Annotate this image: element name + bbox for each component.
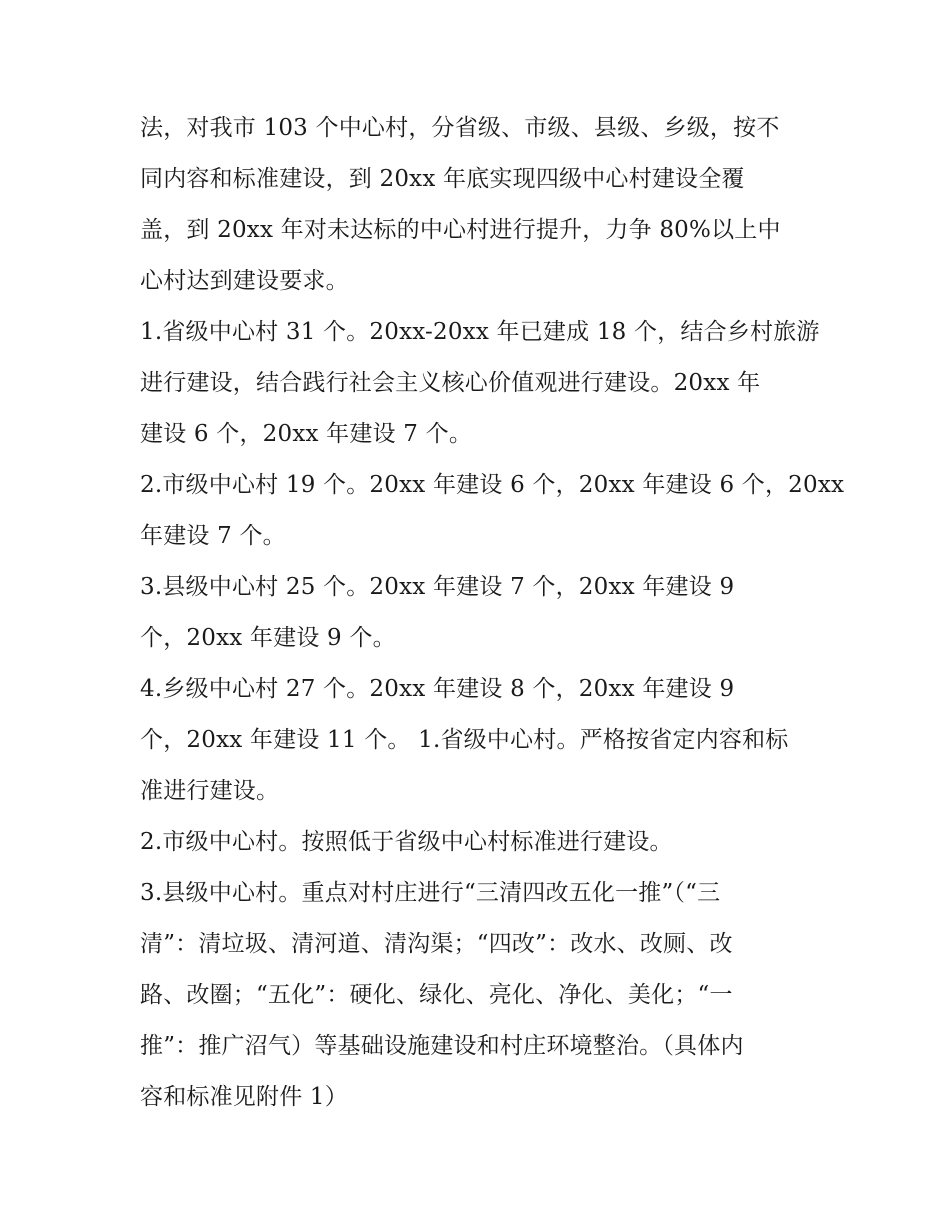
- text-line: 准进行建设。: [140, 778, 280, 804]
- text-line: 个，20xx 年建设 9 个。: [140, 625, 396, 651]
- text-line: 同内容和标准建设，到 20xx 年底实现四级中心村建设全覆: [140, 166, 745, 192]
- text-line: 路、改圈；“五化”：硬化、绿化、亮化、净化、美化；“一: [140, 982, 733, 1008]
- text-line: 心村达到建设要求。: [140, 268, 349, 294]
- text-line: 4.乡级中心村 27 个。20xx 年建设 8 个，20xx 年建设 9: [140, 676, 735, 702]
- text-line: 2.市级中心村。按照低于省级中心村标准进行建设。: [140, 829, 673, 855]
- text-line: 进行建设，结合践行社会主义核心价值观进行建设。20xx 年: [140, 370, 761, 396]
- text-line: 容和标准见附件 1）: [140, 1084, 348, 1110]
- text-line: 3.县级中心村 25 个。20xx 年建设 7 个，20xx 年建设 9: [140, 574, 735, 600]
- text-line: 1.省级中心村 31 个。20xx-20xx 年已建成 18 个，结合乡村旅游: [140, 319, 820, 345]
- text-line: 建设 6 个，20xx 年建设 7 个。: [140, 421, 473, 447]
- text-line: 清”：清垃圾、清河道、清沟渠；“四改”：改水、改厕、改: [140, 931, 733, 957]
- text-line: 盖，到 20xx 年对未达标的中心村进行提升，力争 80%以上中: [140, 217, 781, 243]
- text-line: 个，20xx 年建设 11 个。 1.省级中心村。严格按省定内容和标: [140, 727, 789, 753]
- text-line: 推”：推广沼气）等基础设施建设和村庄环境整治。（具体内: [140, 1033, 744, 1059]
- text-line: 2.市级中心村 19 个。20xx 年建设 6 个，20xx 年建设 6 个，20xx: [140, 472, 845, 498]
- text-line: 3.县级中心村。重点对村庄进行“三清四改五化一推”（“三: [140, 880, 721, 906]
- text-line: 法，对我市 103 个中心村，分省级、市级、县级、乡级，按不: [140, 115, 780, 141]
- document-body: [140, 103, 845, 1123]
- text-line: 年建设 7 个。: [140, 523, 286, 549]
